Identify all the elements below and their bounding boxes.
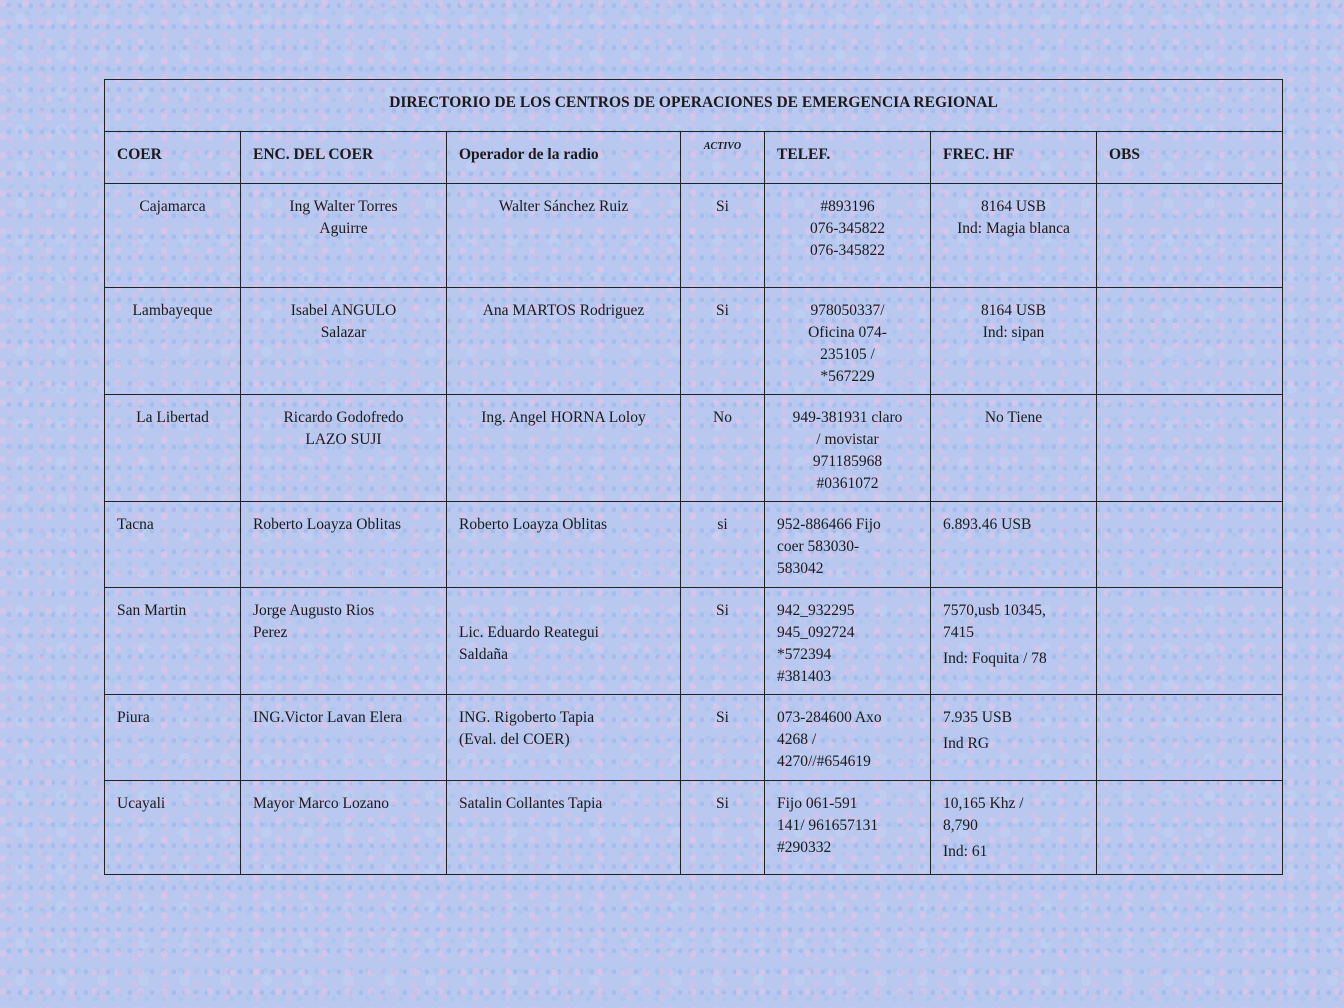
table-title: DIRECTORIO DE LOS CENTROS DE OPERACIONES DE EMERGENCIA REGIONAL: [105, 80, 1283, 132]
cell-operador: Ing. Angel HORNA Loloy: [447, 395, 681, 502]
text-line: 141/ 961657131: [777, 817, 879, 834]
table-row: [105, 395, 1283, 502]
text-line: 8164 USB: [980, 198, 1047, 215]
cell-telef: [765, 502, 931, 588]
text-line: Lic. Eduardo Reategui: [459, 624, 599, 641]
text-line: ING. Rigoberto Tapia: [459, 709, 595, 726]
cell-activo: No: [681, 395, 765, 502]
cell-activo: Si: [681, 781, 765, 875]
cell-activo: si: [681, 502, 765, 588]
cell-encargado: [241, 395, 447, 502]
cell-obs: [1097, 588, 1283, 695]
cell-telef: [765, 288, 931, 395]
cell-activo: Si: [681, 588, 765, 695]
cell-encargado: [241, 588, 447, 695]
text-line: 945_092724: [777, 624, 855, 641]
cell-obs: [1097, 395, 1283, 502]
cell-telef: [765, 184, 931, 288]
cell-frec: [931, 288, 1097, 395]
text-line: 8164 USB: [980, 302, 1047, 319]
cell-obs: [1097, 184, 1283, 288]
cell-telef: [765, 588, 931, 695]
text-line: LAZO SUJI: [305, 431, 382, 448]
cell-operador: Walter Sánchez Ruiz: [447, 184, 681, 288]
coer-directory-table: [104, 79, 1283, 875]
text-line: / movistar: [816, 431, 879, 448]
text-line: 8,790: [943, 817, 978, 834]
text-line: coer 583030-: [777, 538, 860, 555]
cell-activo: Si: [681, 288, 765, 395]
cell-telef: [765, 781, 931, 875]
table-row: [105, 588, 1283, 695]
header-encargado: ENC. DEL COER: [241, 132, 447, 184]
text-line: Ind: Foquita / 78: [943, 650, 1047, 667]
text-line: 4270//#654619: [777, 753, 871, 770]
cell-frec: [931, 184, 1097, 288]
cell-frec: [931, 781, 1097, 875]
text-line: Perez: [253, 624, 288, 641]
cell-operador: Satalin Collantes Tapia: [447, 781, 681, 875]
cell-frec: [931, 588, 1097, 695]
cell-encargado: [241, 781, 447, 875]
text-line: 076-345822: [810, 242, 885, 259]
table-row: [105, 695, 1283, 781]
cell-encargado: [241, 288, 447, 395]
text-line: Jorge Augusto Rios: [253, 602, 375, 619]
header-activo: ACTIVO: [681, 132, 765, 184]
cell-coer: La Libertad: [105, 395, 241, 502]
cell-activo: Si: [681, 184, 765, 288]
cell-activo: Si: [681, 695, 765, 781]
cell-telef: [765, 395, 931, 502]
cell-frec: [931, 395, 1097, 502]
text-line: 073-284600 Axo: [777, 709, 882, 726]
text-line: ING.Victor Lavan Elera: [253, 709, 403, 726]
cell-obs: [1097, 695, 1283, 781]
cell-frec: [931, 695, 1097, 781]
cell-obs: [1097, 781, 1283, 875]
text-line: 7.935 USB: [943, 709, 1012, 726]
text-line: Ricardo Godofredo: [283, 409, 404, 426]
text-line: 971185968: [812, 453, 883, 470]
text-line: Saldaña: [459, 646, 509, 663]
text-line: *572394: [777, 646, 832, 663]
text-line: Ind RG: [943, 735, 990, 752]
text-line: 6.893.46 USB: [943, 516, 1032, 533]
text-line: 583042: [777, 560, 824, 577]
header-operador: Operador de la radio: [447, 132, 681, 184]
text-line: #893196: [820, 198, 875, 215]
text-line: Ing Walter Torres: [289, 198, 398, 215]
cell-coer: Tacna: [105, 502, 241, 588]
cell-encargado: [241, 184, 447, 288]
text-line: Ind: Magia blanca: [957, 220, 1070, 237]
text-line: Oficina 074-: [808, 324, 887, 341]
text-line: No Tiene: [984, 409, 1043, 426]
text-line: Roberto Loayza Oblitas: [253, 516, 402, 533]
text-line: *567229: [820, 368, 875, 385]
cell-obs: [1097, 502, 1283, 588]
table-row: [105, 184, 1283, 288]
table-row: [105, 288, 1283, 395]
cell-operador: Ana MARTOS Rodriguez: [447, 288, 681, 395]
text-line: 076-345822: [810, 220, 885, 237]
cell-coer: Cajamarca: [105, 184, 241, 288]
cell-coer: Lambayeque: [105, 288, 241, 395]
text-line: Isabel ANGULO: [290, 302, 397, 319]
text-line: #381403: [777, 668, 832, 685]
text-line: Ind: sipan: [982, 324, 1045, 341]
text-line: 952-886466 Fijo: [777, 516, 881, 533]
text-line: Ind: 61: [943, 843, 988, 860]
cell-operador: [447, 695, 681, 781]
title-row: [105, 80, 1283, 132]
cell-encargado: [241, 695, 447, 781]
header-row: [105, 132, 1283, 184]
cell-telef: [765, 695, 931, 781]
cell-encargado: [241, 502, 447, 588]
text-line: 978050337/: [810, 302, 885, 319]
text-line: 949-381931 claro: [792, 409, 903, 426]
cell-operador: [447, 588, 681, 695]
text-line: 4268 /: [777, 731, 817, 748]
text-line: Mayor Marco Lozano: [253, 795, 390, 812]
cell-operador: Roberto Loayza Oblitas: [447, 502, 681, 588]
cell-frec: [931, 502, 1097, 588]
cell-coer: San Martin: [105, 588, 241, 695]
cell-coer: Piura: [105, 695, 241, 781]
header-frec: FREC. HF: [931, 132, 1097, 184]
header-obs: OBS: [1097, 132, 1283, 184]
text-line: (Eval. del COER): [459, 731, 570, 748]
header-telef: TELEF.: [765, 132, 931, 184]
text-line: Aguirre: [319, 220, 368, 237]
cell-obs: [1097, 288, 1283, 395]
text-line: 7415: [943, 624, 974, 641]
table-row: [105, 781, 1283, 875]
text-line: Salazar: [320, 324, 367, 341]
text-line: 7570,usb 10345,: [943, 602, 1046, 619]
header-coer: COER: [105, 132, 241, 184]
text-line: 235105 /: [820, 346, 875, 363]
text-line: #290332: [777, 839, 832, 856]
text-line: 942_932295: [777, 602, 855, 619]
text-line: 10,165 Khz /: [943, 795, 1024, 812]
cell-coer: Ucayali: [105, 781, 241, 875]
text-line: #0361072: [816, 475, 879, 492]
text-line: Fijo 061-591: [777, 795, 858, 812]
table-row: [105, 502, 1283, 588]
